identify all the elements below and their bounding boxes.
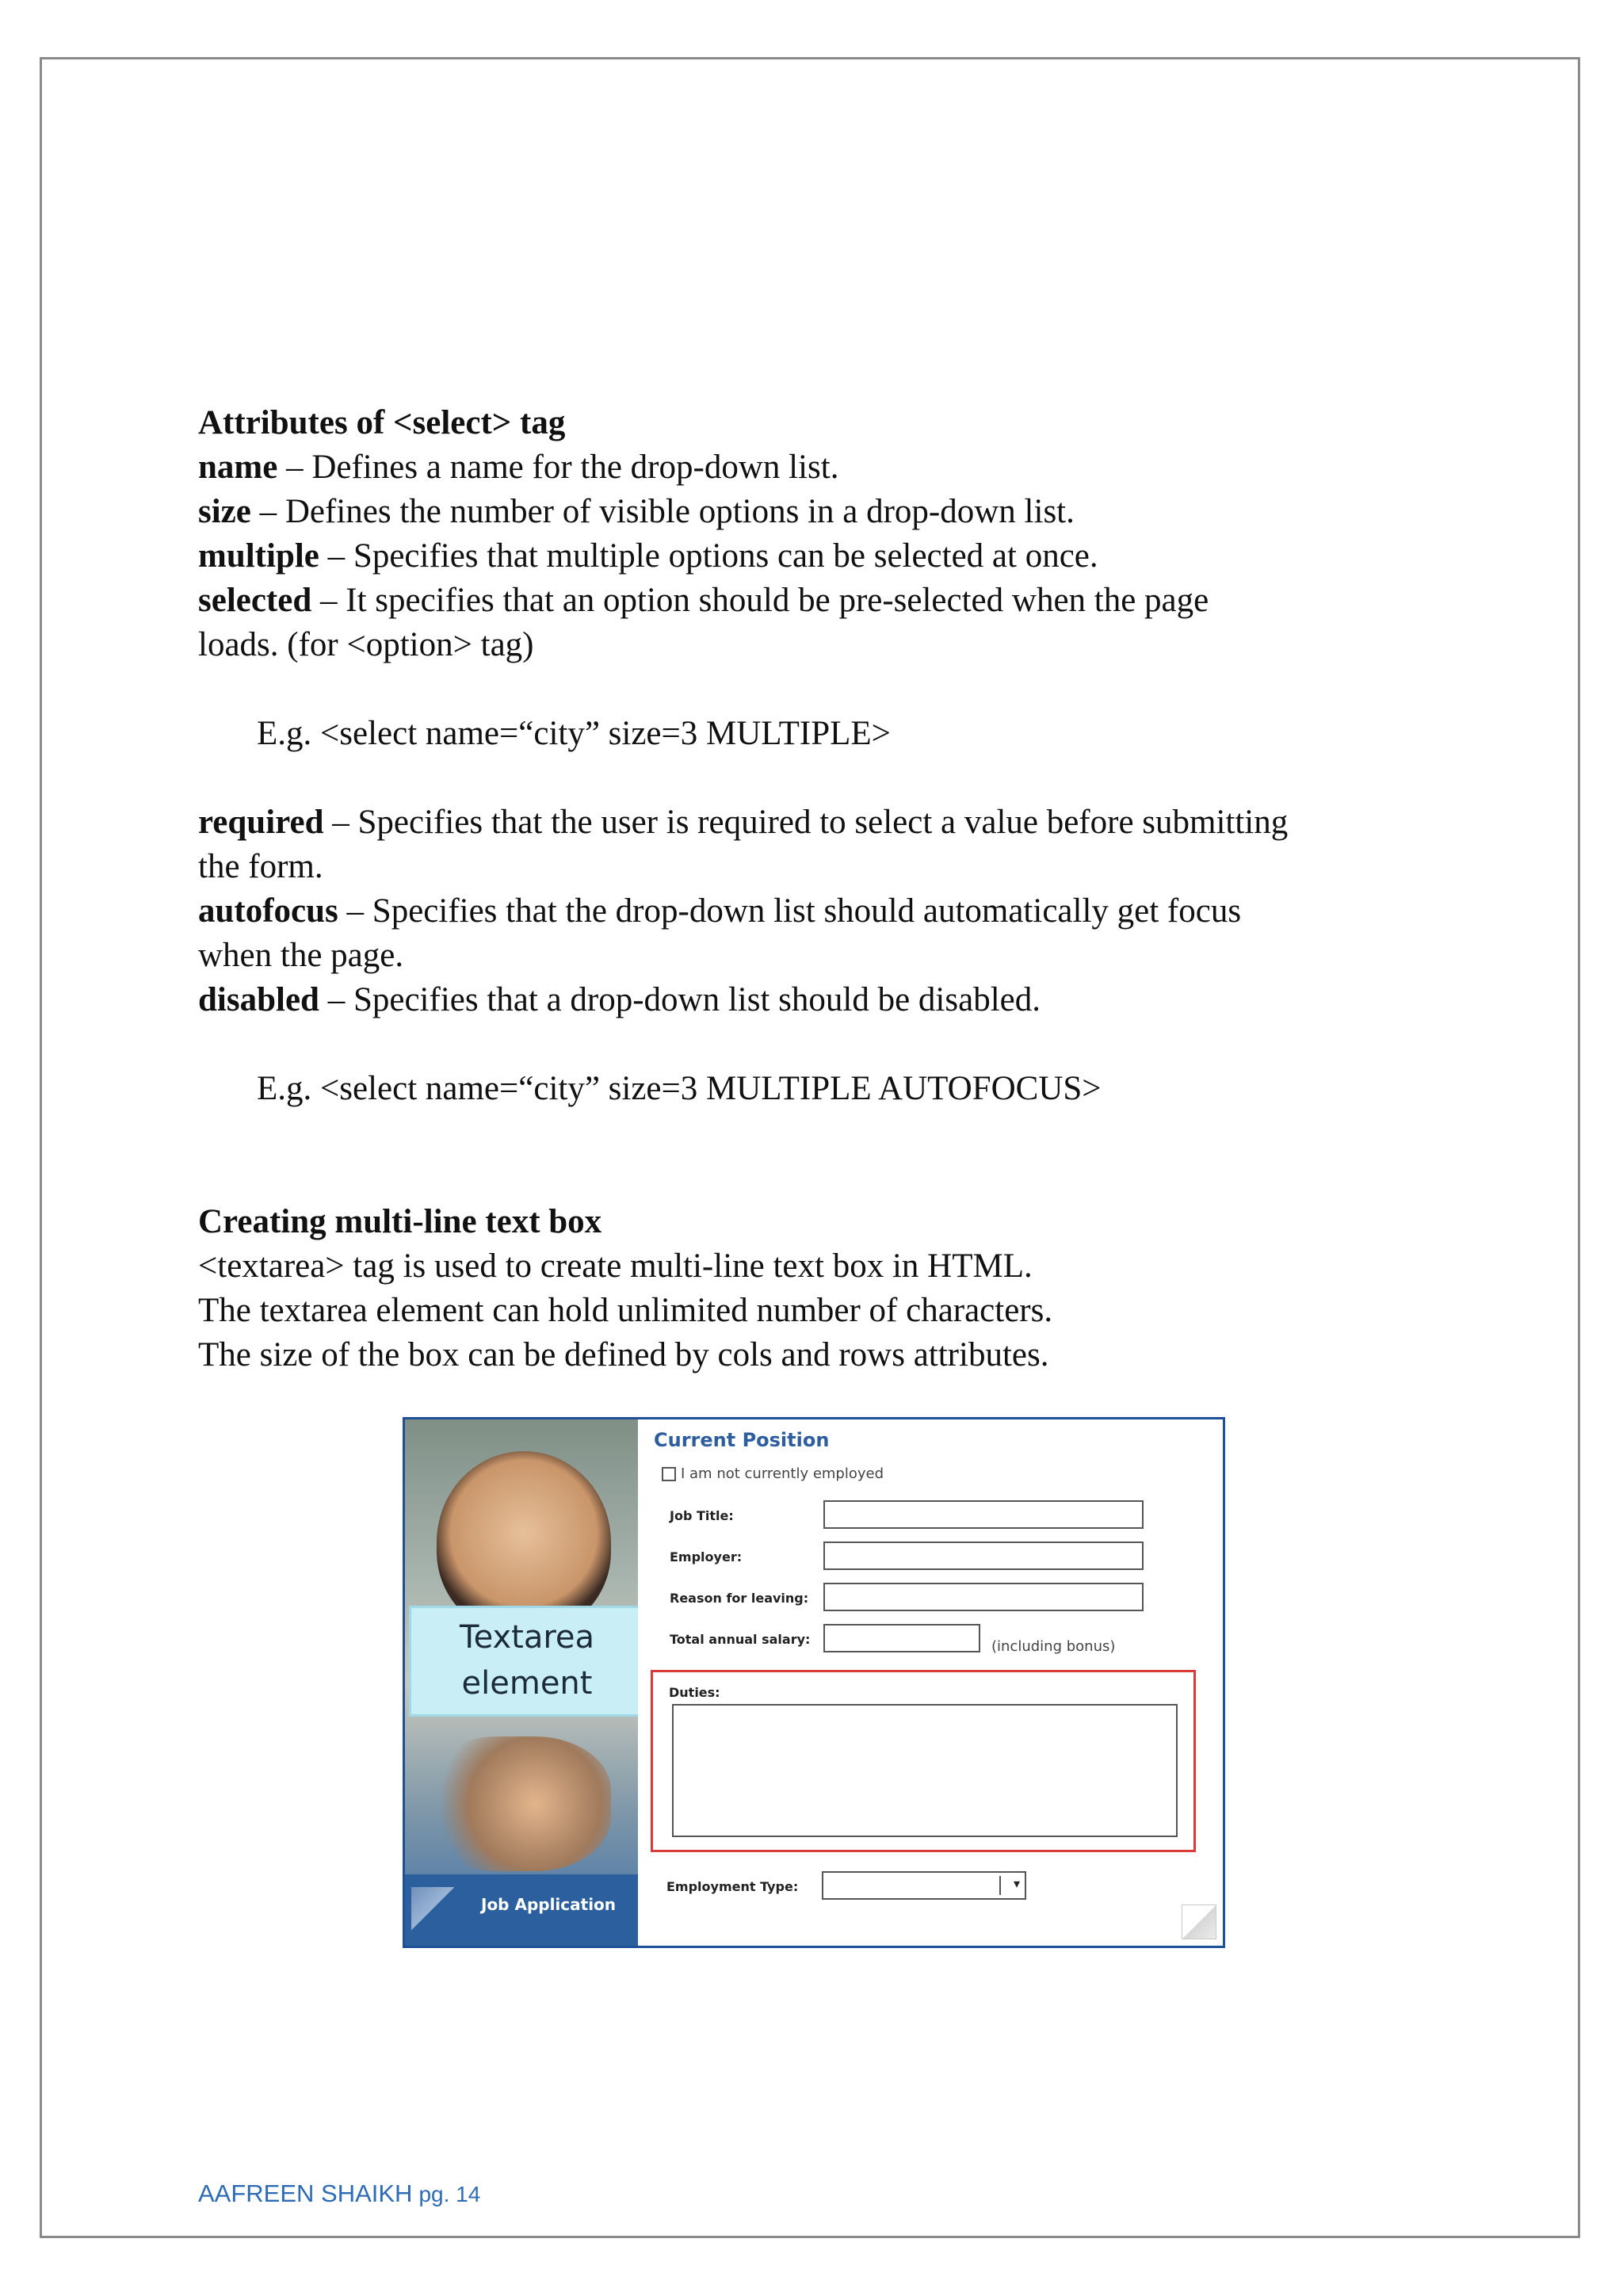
example-select-2: E.g. <select name=“city” size=3 MULTIPLE AUTOFOCUS> [257,1070,1102,1107]
duties-textarea[interactable] [672,1704,1178,1837]
attr-autofocus-continuation: when the page. [198,937,404,974]
attr-multiple-line [198,534,1466,579]
employment-type-label: Employment Type: [666,1879,799,1894]
job-title-label: Job Title: [670,1508,734,1523]
textarea-callout [409,1606,645,1717]
attr-autofocus-line [198,889,1466,934]
textarea-line-1: <textarea> tag is used to create multi-line text box in HTML. [198,1247,1033,1285]
footer-page-number: pg. 14 [418,2182,481,2206]
attr-required-line [198,800,1466,845]
duties-highlight-box [651,1670,1196,1852]
reason-input[interactable] [823,1583,1144,1611]
select-divider [999,1876,1001,1895]
textarea-line-2: The textarea element can hold unlimited number of characters. [198,1292,1053,1329]
section-heading-textarea: Creating multi-line text box [198,1203,602,1240]
reason-label: Reason for leaving: [670,1591,809,1606]
attr-term: required [198,804,324,841]
attr-name-line [198,445,1466,490]
attr-desc: – Specifies that the drop-down list should automatically get focus [338,892,1242,930]
form-panel [638,1419,1223,1946]
salary-input[interactable] [823,1624,980,1652]
attr-selected-line [198,579,1466,623]
chevron-down-icon: ▾ [1013,1876,1020,1891]
salary-note: (including bonus) [991,1638,1116,1655]
attr-desc: – Specifies that the user is required to select a value before submitting [323,804,1289,841]
attr-term: multiple [198,537,319,575]
attr-size-line [198,490,1466,534]
attr-desc: – Specifies that a drop-down list should be disabled. [319,981,1041,1018]
form-title: Current Position [654,1429,830,1451]
callout-line-1: Textarea [459,1619,595,1656]
handshake-photo [421,1736,611,1871]
attr-term: name [198,449,278,486]
attr-selected-continuation: loads. (for <option> tag) [198,626,534,663]
not-employed-label: I am not currently employed [681,1465,884,1482]
job-title-input[interactable] [823,1500,1144,1529]
attr-desc: – It specifies that an option should be pre-selected when the page [311,582,1209,619]
attr-desc: – Specifies that multiple options can be selected at once. [319,537,1098,575]
attr-disabled-line [198,978,1466,1022]
duties-label: Duties: [669,1685,720,1700]
textarea-line-3: The size of the box can be defined by cols and rows attributes. [198,1336,1049,1373]
attr-term: size [198,493,251,530]
attr-required-continuation: the form. [198,848,323,885]
page-footer [198,2179,480,2208]
attr-term: autofocus [198,892,338,930]
corner-fold-icon [411,1887,454,1930]
footer-author: AAFREEN SHAIKH [198,2179,413,2207]
not-employed-checkbox[interactable] [662,1467,676,1481]
attr-term: disabled [198,981,319,1018]
callout-line-2: element [461,1665,593,1702]
section-heading-select-attributes: Attributes of <select> tag [198,404,566,441]
employer-label: Employer: [670,1549,743,1564]
job-application-figure [403,1417,1225,1948]
example-select-1: E.g. <select name=“city” size=3 MULTIPLE> [257,715,891,752]
employment-type-select[interactable] [822,1871,1026,1900]
job-application-label: Job Application [481,1895,617,1914]
attr-term: selected [198,582,312,619]
attr-desc: – Defines a name for the drop-down list. [277,449,839,486]
page-curl-icon [1182,1904,1216,1939]
attr-desc: – Defines the number of visible options in a drop-down list. [250,493,1075,530]
employer-input[interactable] [823,1541,1144,1570]
document-body [198,401,1466,1377]
salary-label: Total annual salary: [670,1632,811,1647]
